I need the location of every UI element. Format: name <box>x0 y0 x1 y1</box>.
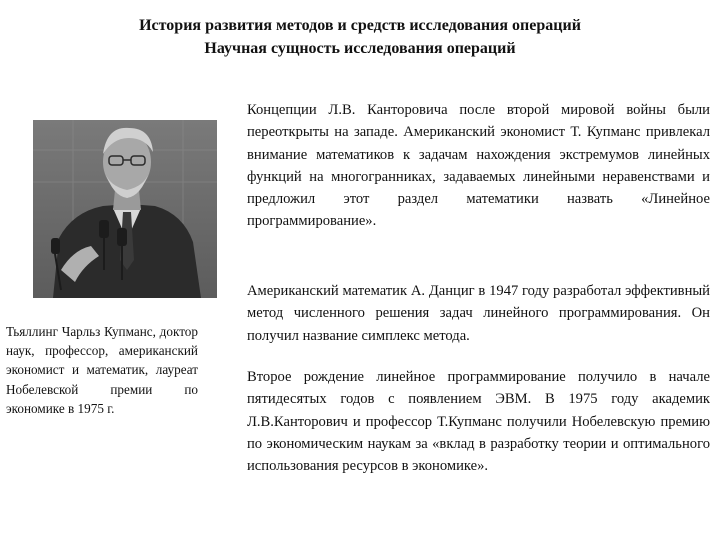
paragraph-nobel-prize: Второе рождение линейное программирование получило в начале пятидесятых годов с появлением ЭВМ. В 1975 году академик Л.В.Канторович и профессор Т.Купманс получили Нобелевскую премию по экономическим наукам за «вклад в разработку теории и оптимального использования ресурсов в экономике». <box>247 369 710 475</box>
portrait-illustration <box>33 120 217 298</box>
slide-subtitle: Научная сущность исследования операций <box>204 40 516 57</box>
paragraph-dantzig: Американский математик А. Данциг в 1947 году разработал эффективный метод численного решения задач линейного программирования. Он получил название симплекс метода. <box>247 283 710 344</box>
slide-header <box>0 14 720 60</box>
portrait-photo <box>33 120 217 298</box>
photo-caption: Тьяллинг Чарльз Купманс, доктор наук, профессор, американский экономист и математик, лауреат Нобелевской премии по экономике в 1975 г. <box>6 324 198 416</box>
paragraph-kantorovich-koopmans: Концепции Л.В. Канторовича после второй мировой войны были переоткрыты на западе. Американский экономист Т. Купманс привлекал внимание математиков к задачам нахождения экстремумов линейных функций на многогранниках, задаваемых линейными неравенствами и предложил этот раздел математики назвать «Линейное программирование». <box>247 102 710 230</box>
slide-title: История развития методов и средств исследования операций <box>139 17 581 34</box>
